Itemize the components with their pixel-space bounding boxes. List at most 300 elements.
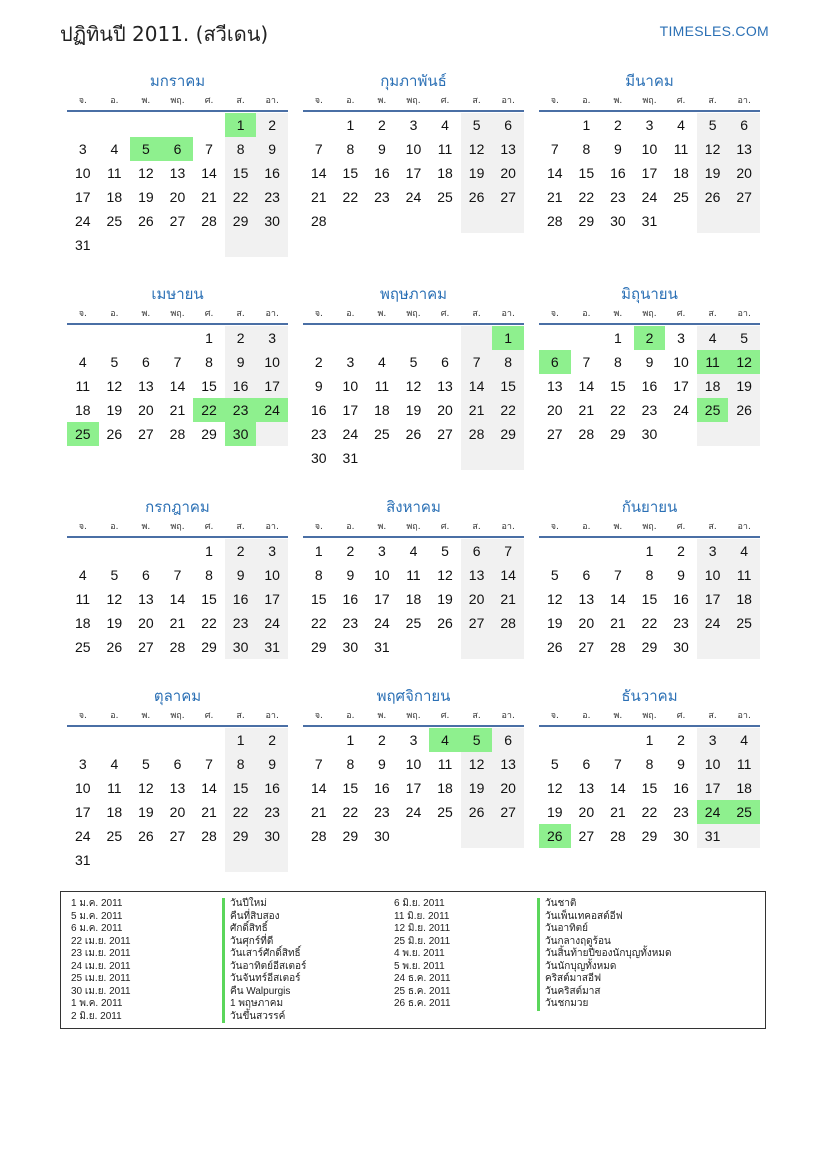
weekday-label: พฤ.: [406, 309, 421, 319]
legend-holiday-name: วันชาติ: [537, 898, 671, 911]
day-cell: 7: [614, 567, 622, 583]
week-row: [67, 752, 288, 776]
day-cell: 20: [492, 161, 524, 185]
day-cell: 4: [378, 354, 386, 370]
empty-day-cell: [461, 209, 493, 233]
day-cell: 15: [225, 776, 257, 800]
month-name: กรกฎาคม: [145, 498, 210, 516]
week-row: [67, 824, 288, 848]
day-cell: 7: [550, 141, 559, 157]
day-cell: 22: [641, 804, 658, 820]
legend-holiday-name: วันจันทร์อีสเตอร์: [222, 973, 306, 986]
legend-date: 25 ธ.ค. 2011: [394, 985, 451, 997]
legend-date: 4 พ.ย. 2011: [394, 948, 445, 959]
day-cell: 24: [697, 611, 729, 635]
empty-day-cell: [225, 233, 257, 257]
weekday-label: พ.: [141, 309, 151, 319]
week-row: [303, 776, 524, 800]
day-cell: 14: [546, 165, 563, 181]
weekday-label: อา.: [737, 309, 751, 319]
week-row: [303, 113, 524, 137]
day-cell: 18: [106, 804, 123, 820]
day-cell: 27: [138, 426, 154, 442]
day-cell: 25: [106, 213, 123, 229]
day-cell: 30: [342, 639, 359, 655]
day-cell: 30: [374, 828, 390, 844]
day-cell: 16: [256, 776, 288, 800]
day-cell: 16: [610, 165, 626, 181]
day-cell: 23: [610, 189, 626, 205]
week-row: [67, 776, 288, 800]
month-block: [539, 685, 760, 848]
legend-date: 23 เม.ย. 2011: [71, 948, 131, 959]
weekday-label: พ.: [613, 96, 623, 106]
weekday-label: จ.: [550, 522, 559, 532]
day-cell: 6: [492, 728, 524, 752]
day-cell: 13: [492, 137, 524, 161]
legend-date: 1 พ.ค. 2011: [71, 998, 123, 1009]
weekday-label: ศ.: [440, 711, 450, 721]
weekday-label: ศ.: [676, 96, 686, 106]
day-cell: 4: [697, 326, 729, 350]
empty-day-cell: [697, 635, 729, 659]
day-cell: 13: [169, 780, 186, 796]
day-cell: 2: [256, 728, 288, 752]
day-cell: 29: [201, 426, 217, 442]
legend-dates-col-1: [71, 898, 131, 1023]
empty-day-cell: [602, 728, 634, 752]
day-cell: 26: [106, 426, 123, 442]
holiday-day-cell: 1: [225, 113, 257, 137]
empty-day-cell: [461, 326, 493, 350]
day-cell: 31: [374, 639, 390, 655]
day-cell: 21: [310, 189, 327, 205]
day-cell: 6: [582, 567, 591, 583]
day-cell: 2: [677, 732, 685, 748]
day-cell: 16: [641, 378, 658, 394]
weekday-label: ศ.: [204, 711, 214, 721]
day-cell: 5: [728, 326, 760, 350]
day-cell: 20: [138, 615, 154, 631]
day-cell: 6: [142, 354, 150, 370]
legend-date: 24 เม.ย. 2011: [71, 960, 131, 972]
day-cell: 22: [641, 615, 658, 631]
brand-link[interactable]: TIMESLES.COM: [659, 23, 769, 39]
empty-day-cell: [303, 326, 335, 350]
day-cell: 13: [728, 137, 760, 161]
holiday-day-cell: 24: [256, 398, 288, 422]
empty-day-cell: [256, 233, 288, 257]
day-cell: 20: [546, 402, 563, 418]
empty-day-cell: [539, 326, 571, 350]
day-cell: 4: [78, 354, 87, 370]
holiday-day-cell: 6: [539, 350, 571, 374]
day-cell: 3: [697, 539, 729, 563]
day-cell: 27: [578, 639, 595, 655]
day-cell: 9: [256, 137, 288, 161]
day-cell: 23: [673, 804, 689, 820]
weekday-label: พฤ.: [642, 522, 657, 532]
week-row: [303, 800, 524, 824]
day-cell: 24: [342, 426, 359, 442]
day-cell: 21: [310, 804, 327, 820]
day-cell: 31: [641, 213, 658, 229]
legend-holiday-name: วันศุกร์ที่ดี: [222, 936, 306, 949]
legend-date: 2 มิ.ย. 2011: [71, 1010, 122, 1022]
day-cell: 2: [346, 543, 355, 559]
day-cell: 12: [461, 752, 493, 776]
day-cell: 17: [74, 804, 91, 820]
empty-day-cell: [130, 326, 162, 350]
empty-day-cell: [571, 728, 603, 752]
day-cell: 27: [578, 828, 595, 844]
empty-day-cell: [303, 113, 335, 137]
day-cell: 21: [610, 804, 626, 820]
day-cell: 16: [310, 402, 327, 418]
day-cell: 20: [578, 804, 595, 820]
weekday-label: พฤ.: [642, 96, 657, 106]
empty-day-cell: [335, 326, 367, 350]
day-cell: 9: [225, 563, 257, 587]
day-cell: 30: [256, 209, 288, 233]
month-block: [67, 685, 288, 872]
day-cell: 13: [461, 563, 493, 587]
day-cell: 5: [550, 756, 559, 772]
week-row: [303, 137, 524, 161]
empty-day-cell: [665, 422, 697, 446]
weekday-label: อา.: [737, 711, 751, 721]
week-row: [303, 728, 524, 752]
day-cell: 8: [314, 567, 323, 583]
day-cell: 24: [256, 611, 288, 635]
week-row: [67, 209, 288, 233]
weekday-label: ศ.: [204, 522, 214, 532]
week-row: [303, 446, 524, 470]
day-cell: 10: [641, 141, 658, 157]
day-cell: 5: [461, 113, 493, 137]
weekday-header: [303, 305, 524, 325]
day-cell: 3: [409, 732, 418, 748]
weekday-label: อา.: [501, 96, 515, 106]
weekday-label: พฤ.: [170, 711, 185, 721]
day-cell: 13: [492, 752, 524, 776]
day-cell: 16: [225, 587, 257, 611]
legend-names-col-2: [537, 898, 671, 1011]
day-cell: 16: [673, 591, 689, 607]
day-cell: 1: [225, 728, 257, 752]
day-cell: 9: [677, 756, 685, 772]
day-cell: 24: [405, 189, 422, 205]
day-cell: 30: [225, 635, 257, 659]
day-cell: 27: [138, 639, 154, 655]
day-cell: 30: [641, 426, 658, 442]
day-cell: 7: [492, 539, 524, 563]
legend-holiday-name: วันนักบุญทั้งหมด: [537, 961, 671, 974]
day-cell: 19: [461, 776, 493, 800]
day-cell: 2: [614, 117, 622, 133]
day-cell: 11: [728, 752, 760, 776]
day-cell: 19: [138, 189, 154, 205]
day-cell: 6: [173, 756, 182, 772]
day-cell: 27: [169, 828, 186, 844]
day-cell: 8: [346, 141, 355, 157]
weekday-label: ส.: [472, 96, 481, 106]
day-cell: 23: [256, 185, 288, 209]
day-cell: 25: [405, 615, 422, 631]
day-cell: 15: [610, 378, 626, 394]
weekday-label: จ.: [550, 711, 559, 721]
holiday-day-cell: 24: [697, 800, 729, 824]
day-cell: 9: [378, 756, 386, 772]
legend-date: 25 มิ.ย. 2011: [394, 935, 451, 947]
day-cell: 9: [314, 378, 323, 394]
empty-day-cell: [728, 635, 760, 659]
day-cell: 17: [374, 591, 390, 607]
weekday-label: จ.: [78, 309, 87, 319]
legend-date: 30 เม.ย. 2011: [71, 985, 131, 997]
week-row: [67, 185, 288, 209]
month-block: [303, 70, 524, 233]
weekday-label: อ.: [346, 96, 355, 106]
day-cell: 31: [74, 852, 91, 868]
day-cell: 7: [314, 756, 323, 772]
empty-day-cell: [130, 233, 162, 257]
day-cell: 16: [374, 780, 390, 796]
weekday-label: ศ.: [440, 309, 450, 319]
week-row: [539, 113, 760, 137]
day-cell: 19: [437, 591, 453, 607]
day-cell: 14: [610, 591, 626, 607]
weekday-label: อา.: [265, 309, 279, 319]
empty-day-cell: [429, 824, 461, 848]
empty-day-cell: [366, 446, 398, 470]
day-cell: 28: [201, 828, 217, 844]
day-cell: 11: [107, 780, 122, 796]
empty-day-cell: [429, 209, 461, 233]
legend-date: 22 เม.ย. 2011: [71, 935, 131, 947]
day-cell: 15: [201, 378, 217, 394]
empty-day-cell: [461, 446, 493, 470]
empty-day-cell: [492, 635, 524, 659]
month-block: [303, 496, 524, 659]
day-cell: 25: [728, 611, 760, 635]
day-cell: 5: [550, 567, 559, 583]
weekday-label: ศ.: [676, 522, 686, 532]
legend-holiday-name: วันเพ็นเทคอสต์อีฟ: [537, 911, 671, 924]
day-cell: 12: [405, 378, 422, 394]
day-cell: 6: [492, 113, 524, 137]
day-cell: 14: [578, 378, 595, 394]
month-block: [539, 70, 760, 233]
day-cell: 17: [697, 776, 729, 800]
week-row: [303, 326, 524, 350]
day-cell: 25: [374, 426, 390, 442]
day-cell: 16: [673, 780, 689, 796]
day-cell: 17: [697, 587, 729, 611]
week-row: [303, 209, 524, 233]
day-cell: 30: [610, 213, 626, 229]
day-cell: 29: [578, 213, 595, 229]
day-cell: 21: [201, 804, 217, 820]
day-cell: 6: [728, 113, 760, 137]
weekday-header: [539, 518, 760, 538]
empty-day-cell: [99, 539, 131, 563]
day-cell: 6: [142, 567, 150, 583]
day-cell: 13: [546, 378, 563, 394]
day-cell: 2: [225, 539, 257, 563]
day-cell: 21: [461, 398, 493, 422]
empty-day-cell: [162, 728, 194, 752]
month-name: มีนาคม: [625, 72, 674, 90]
day-cell: 22: [225, 185, 257, 209]
day-cell: 25: [437, 804, 453, 820]
empty-day-cell: [99, 113, 131, 137]
day-cell: 1: [205, 543, 213, 559]
day-cell: 13: [578, 591, 595, 607]
day-cell: 8: [645, 567, 654, 583]
empty-day-cell: [539, 539, 571, 563]
day-cell: 21: [169, 402, 186, 418]
week-row: [539, 776, 760, 800]
day-cell: 7: [205, 141, 213, 157]
day-cell: 22: [578, 189, 595, 205]
day-cell: 4: [728, 539, 760, 563]
day-cell: 24: [405, 804, 422, 820]
legend-dates-col-2: [394, 898, 451, 1011]
weekday-label: จ.: [314, 96, 323, 106]
week-row: [67, 398, 288, 422]
weekday-label: พ.: [377, 96, 387, 106]
weekday-header: [67, 518, 288, 538]
day-cell: 19: [405, 402, 422, 418]
day-cell: 15: [578, 165, 595, 181]
day-cell: 28: [201, 213, 217, 229]
day-cell: 10: [74, 780, 91, 796]
holiday-day-cell: 25: [67, 422, 99, 446]
day-cell: 23: [641, 402, 658, 418]
day-cell: 14: [310, 165, 327, 181]
day-cell: 7: [614, 756, 622, 772]
day-cell: 17: [256, 587, 288, 611]
day-cell: 21: [546, 189, 563, 205]
day-cell: 10: [256, 350, 288, 374]
legend-holiday-name: วันอาทิตย์: [537, 923, 671, 936]
weekday-label: พ.: [377, 711, 387, 721]
empty-day-cell: [335, 209, 367, 233]
weekday-label: อ.: [110, 96, 119, 106]
day-cell: 22: [342, 804, 359, 820]
day-cell: 29: [492, 422, 524, 446]
day-cell: 31: [74, 237, 91, 253]
week-row: [539, 800, 760, 824]
empty-day-cell: [99, 233, 131, 257]
day-cell: 4: [441, 117, 449, 133]
empty-day-cell: [366, 209, 398, 233]
week-row: [539, 539, 760, 563]
day-cell: 18: [106, 189, 123, 205]
day-cell: 23: [225, 611, 257, 635]
empty-day-cell: [67, 113, 99, 137]
empty-day-cell: [697, 422, 729, 446]
holiday-day-cell: 22: [193, 398, 225, 422]
empty-day-cell: [728, 422, 760, 446]
day-cell: 25: [106, 828, 123, 844]
weekday-label: อ.: [110, 711, 119, 721]
day-cell: 14: [461, 374, 493, 398]
day-cell: 19: [697, 161, 729, 185]
weekday-label: อ.: [110, 309, 119, 319]
day-cell: 22: [610, 402, 626, 418]
empty-day-cell: [99, 728, 131, 752]
day-cell: 29: [610, 426, 626, 442]
week-row: [539, 398, 760, 422]
holiday-day-cell: 5: [461, 728, 493, 752]
day-cell: 11: [437, 756, 453, 772]
day-cell: 11: [406, 567, 421, 583]
day-cell: 3: [78, 141, 87, 157]
weekday-label: ส.: [472, 522, 481, 532]
day-cell: 12: [546, 591, 563, 607]
day-cell: 29: [225, 824, 257, 848]
day-cell: 23: [256, 800, 288, 824]
weekday-label: ส.: [236, 711, 245, 721]
legend-holiday-name: คืน Walpurgis: [222, 986, 306, 999]
day-cell: 25: [74, 639, 91, 655]
week-row: [67, 848, 288, 872]
day-cell: 15: [492, 374, 524, 398]
day-cell: 15: [641, 591, 658, 607]
legend-holiday-name: คริสต์มาสอีฟ: [537, 973, 671, 986]
week-row: [303, 398, 524, 422]
day-cell: 14: [169, 591, 186, 607]
empty-day-cell: [398, 326, 430, 350]
empty-day-cell: [99, 326, 131, 350]
empty-day-cell: [571, 539, 603, 563]
legend-holiday-name: ศักดิ์สิทธิ์: [222, 923, 306, 936]
day-cell: 20: [437, 402, 453, 418]
day-cell: 4: [409, 543, 418, 559]
day-cell: 1: [645, 543, 654, 559]
day-cell: 21: [169, 615, 186, 631]
weekday-label: พฤ.: [642, 711, 657, 721]
legend-holiday-name: วันชกมวย: [537, 998, 671, 1011]
legend-holiday-name: วันขึ้นสวรรค์: [222, 1011, 306, 1024]
day-cell: 14: [201, 780, 217, 796]
weekday-label: จ.: [550, 96, 559, 106]
legend-holiday-name: วันเสาร์ศักดิ์สิทธิ์: [222, 948, 306, 961]
day-cell: 19: [106, 615, 123, 631]
day-cell: 28: [578, 426, 595, 442]
day-cell: 1: [645, 732, 654, 748]
empty-day-cell: [697, 209, 729, 233]
empty-day-cell: [130, 728, 162, 752]
weekday-label: ส.: [708, 711, 717, 721]
day-cell: 27: [461, 611, 493, 635]
day-cell: 19: [546, 804, 563, 820]
day-cell: 11: [728, 563, 760, 587]
day-cell: 11: [75, 591, 91, 607]
weekday-label: พฤ.: [170, 522, 185, 532]
day-cell: 9: [378, 141, 386, 157]
weekday-label: ส.: [472, 309, 481, 319]
empty-day-cell: [99, 848, 131, 872]
week-row: [67, 374, 288, 398]
day-cell: 2: [314, 354, 323, 370]
empty-day-cell: [571, 326, 603, 350]
week-row: [67, 563, 288, 587]
day-cell: 18: [405, 591, 422, 607]
week-row: [539, 326, 760, 350]
